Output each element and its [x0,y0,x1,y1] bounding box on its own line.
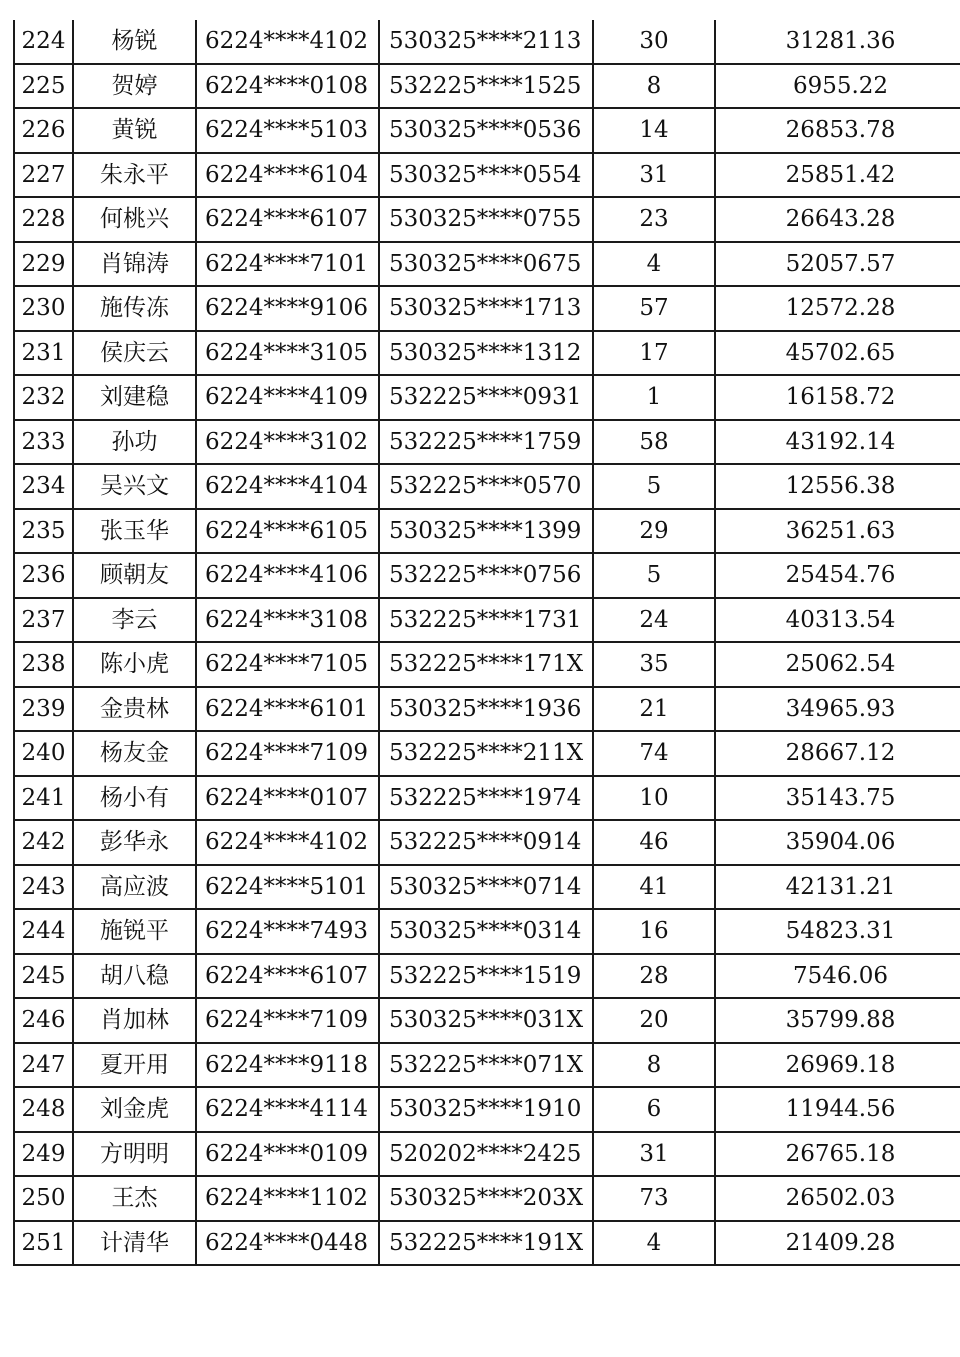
bank-card-cell: 6224****3102 [196,420,379,465]
row-number-cell: 241 [14,776,73,821]
name-cell: 肖锦涛 [73,242,196,287]
bank-card-cell: 6224****7493 [196,909,379,954]
name-cell: 张玉华 [73,509,196,554]
count-cell: 35 [593,642,715,687]
amount-cell: 25851.42 [715,153,960,198]
name-cell: 杨锐 [73,20,196,64]
row-number-cell: 231 [14,331,73,376]
table-row [14,242,960,287]
name-cell: 彭华永 [73,820,196,865]
amount-cell: 12556.38 [715,464,960,509]
bank-card-cell: 6224****0107 [196,776,379,821]
bank-card-cell: 6224****7109 [196,998,379,1043]
count-cell: 41 [593,865,715,910]
row-number-cell: 225 [14,64,73,109]
amount-cell: 35904.06 [715,820,960,865]
row-number-cell: 233 [14,420,73,465]
id-number-cell: 530325****0536 [379,108,593,153]
amount-cell: 26969.18 [715,1043,960,1088]
table-row [14,108,960,153]
amount-cell: 21409.28 [715,1221,960,1266]
count-cell: 23 [593,197,715,242]
row-number-cell: 238 [14,642,73,687]
id-number-cell: 520202****2425 [379,1132,593,1177]
bank-card-cell: 6224****6101 [196,687,379,732]
table-row [14,286,960,331]
id-number-cell: 532225****0756 [379,553,593,598]
table-row [14,776,960,821]
id-number-cell: 530325****0554 [379,153,593,198]
amount-cell: 40313.54 [715,598,960,643]
count-cell: 16 [593,909,715,954]
table-row [14,20,960,64]
amount-cell: 34965.93 [715,687,960,732]
row-number-cell: 247 [14,1043,73,1088]
table-row [14,153,960,198]
count-cell: 8 [593,64,715,109]
table-row [14,820,960,865]
id-number-cell: 532225****1731 [379,598,593,643]
row-number-cell: 244 [14,909,73,954]
table-row [14,687,960,732]
name-cell: 夏开用 [73,1043,196,1088]
name-cell: 杨友金 [73,731,196,776]
count-cell: 20 [593,998,715,1043]
name-cell: 胡八稳 [73,954,196,999]
bank-card-cell: 6224****4102 [196,20,379,64]
row-number-cell: 243 [14,865,73,910]
row-number-cell: 234 [14,464,73,509]
bank-card-cell: 6224****1102 [196,1176,379,1221]
id-number-cell: 530325****1312 [379,331,593,376]
count-cell: 6 [593,1087,715,1132]
amount-cell: 42131.21 [715,865,960,910]
name-cell: 肖加林 [73,998,196,1043]
name-cell: 孙功 [73,420,196,465]
amount-cell: 36251.63 [715,509,960,554]
amount-cell: 12572.28 [715,286,960,331]
bank-card-cell: 6224****3105 [196,331,379,376]
bank-card-cell: 6224****6105 [196,509,379,554]
table-row [14,197,960,242]
row-number-cell: 240 [14,731,73,776]
name-cell: 贺婷 [73,64,196,109]
name-cell: 陈小虎 [73,642,196,687]
count-cell: 73 [593,1176,715,1221]
name-cell: 刘建稳 [73,375,196,420]
count-cell: 28 [593,954,715,999]
id-number-cell: 532225****191X [379,1221,593,1266]
count-cell: 5 [593,553,715,598]
name-cell: 朱永平 [73,153,196,198]
name-cell: 高应波 [73,865,196,910]
row-number-cell: 246 [14,998,73,1043]
name-cell: 侯庆云 [73,331,196,376]
table-row [14,731,960,776]
amount-cell: 6955.22 [715,64,960,109]
id-number-cell: 530325****1713 [379,286,593,331]
table-row [14,1176,960,1221]
name-cell: 施传冻 [73,286,196,331]
row-number-cell: 226 [14,108,73,153]
count-cell: 31 [593,153,715,198]
bank-card-cell: 6224****0448 [196,1221,379,1266]
table-row [14,1132,960,1177]
row-number-cell: 236 [14,553,73,598]
amount-cell: 26502.03 [715,1176,960,1221]
row-number-cell: 230 [14,286,73,331]
amount-cell: 45702.65 [715,331,960,376]
count-cell: 57 [593,286,715,331]
name-cell: 顾朝友 [73,553,196,598]
table-row [14,420,960,465]
id-number-cell: 532225****1525 [379,64,593,109]
bank-card-cell: 6224****6107 [196,954,379,999]
table-row [14,331,960,376]
row-number-cell: 245 [14,954,73,999]
count-cell: 74 [593,731,715,776]
row-number-cell: 249 [14,1132,73,1177]
amount-cell: 35799.88 [715,998,960,1043]
table-row [14,954,960,999]
id-number-cell: 532225****211X [379,731,593,776]
id-number-cell: 532225****0914 [379,820,593,865]
row-number-cell: 229 [14,242,73,287]
amount-cell: 7546.06 [715,954,960,999]
count-cell: 14 [593,108,715,153]
amount-cell: 25062.54 [715,642,960,687]
count-cell: 4 [593,242,715,287]
table-body [14,20,960,1265]
id-number-cell: 532225****0570 [379,464,593,509]
row-number-cell: 242 [14,820,73,865]
id-number-cell: 530325****1910 [379,1087,593,1132]
count-cell: 8 [593,1043,715,1088]
amount-cell: 31281.36 [715,20,960,64]
id-number-cell: 530325****0314 [379,909,593,954]
row-number-cell: 239 [14,687,73,732]
id-number-cell: 530325****0675 [379,242,593,287]
name-cell: 方明明 [73,1132,196,1177]
row-number-cell: 237 [14,598,73,643]
count-cell: 17 [593,331,715,376]
name-cell: 计清华 [73,1221,196,1266]
bank-card-cell: 6224****4104 [196,464,379,509]
count-cell: 10 [593,776,715,821]
document-page [13,20,944,1266]
count-cell: 21 [593,687,715,732]
amount-cell: 28667.12 [715,731,960,776]
table-row [14,375,960,420]
bank-card-cell: 6224****0109 [196,1132,379,1177]
id-number-cell: 532225****1519 [379,954,593,999]
bank-card-cell: 6224****4109 [196,375,379,420]
row-number-cell: 232 [14,375,73,420]
row-number-cell: 228 [14,197,73,242]
bank-card-cell: 6224****0108 [196,64,379,109]
count-cell: 24 [593,598,715,643]
table-row [14,1043,960,1088]
table-row [14,464,960,509]
id-number-cell: 532225****1974 [379,776,593,821]
name-cell: 刘金虎 [73,1087,196,1132]
bank-card-cell: 6224****6107 [196,197,379,242]
amount-cell: 54823.31 [715,909,960,954]
row-number-cell: 251 [14,1221,73,1266]
id-number-cell: 530325****031X [379,998,593,1043]
table-row [14,509,960,554]
amount-cell: 16158.72 [715,375,960,420]
bank-card-cell: 6224****5103 [196,108,379,153]
table-row [14,1221,960,1266]
count-cell: 1 [593,375,715,420]
id-number-cell: 532225****1759 [379,420,593,465]
table-row [14,909,960,954]
bank-card-cell: 6224****4102 [196,820,379,865]
row-number-cell: 224 [14,20,73,64]
table-row [14,998,960,1043]
bank-card-cell: 6224****7105 [196,642,379,687]
id-number-cell: 530325****0714 [379,865,593,910]
name-cell: 黄锐 [73,108,196,153]
bank-card-cell: 6224****9106 [196,286,379,331]
amount-cell: 52057.57 [715,242,960,287]
count-cell: 29 [593,509,715,554]
id-number-cell: 532225****0931 [379,375,593,420]
bank-card-cell: 6224****4106 [196,553,379,598]
row-number-cell: 235 [14,509,73,554]
amount-cell: 26853.78 [715,108,960,153]
count-cell: 58 [593,420,715,465]
amount-cell: 43192.14 [715,420,960,465]
id-number-cell: 530325****1399 [379,509,593,554]
amount-cell: 26765.18 [715,1132,960,1177]
name-cell: 何桃兴 [73,197,196,242]
row-number-cell: 248 [14,1087,73,1132]
count-cell: 4 [593,1221,715,1266]
count-cell: 30 [593,20,715,64]
name-cell: 杨小有 [73,776,196,821]
payment-table [13,20,960,1266]
id-number-cell: 530325****0755 [379,197,593,242]
bank-card-cell: 6224****3108 [196,598,379,643]
id-number-cell: 530325****203X [379,1176,593,1221]
name-cell: 金贵林 [73,687,196,732]
bank-card-cell: 6224****7109 [196,731,379,776]
bank-card-cell: 6224****4114 [196,1087,379,1132]
amount-cell: 35143.75 [715,776,960,821]
bank-card-cell: 6224****9118 [196,1043,379,1088]
row-number-cell: 227 [14,153,73,198]
row-number-cell: 250 [14,1176,73,1221]
bank-card-cell: 6224****5101 [196,865,379,910]
id-number-cell: 530325****1936 [379,687,593,732]
table-row [14,64,960,109]
id-number-cell: 532225****071X [379,1043,593,1088]
amount-cell: 25454.76 [715,553,960,598]
table-row [14,1087,960,1132]
count-cell: 5 [593,464,715,509]
name-cell: 李云 [73,598,196,643]
id-number-cell: 530325****2113 [379,20,593,64]
name-cell: 王杰 [73,1176,196,1221]
table-row [14,642,960,687]
bank-card-cell: 6224****7101 [196,242,379,287]
id-number-cell: 532225****171X [379,642,593,687]
table-row [14,865,960,910]
table-row [14,598,960,643]
amount-cell: 11944.56 [715,1087,960,1132]
amount-cell: 26643.28 [715,197,960,242]
count-cell: 31 [593,1132,715,1177]
name-cell: 吴兴文 [73,464,196,509]
table-row [14,553,960,598]
name-cell: 施锐平 [73,909,196,954]
count-cell: 46 [593,820,715,865]
bank-card-cell: 6224****6104 [196,153,379,198]
